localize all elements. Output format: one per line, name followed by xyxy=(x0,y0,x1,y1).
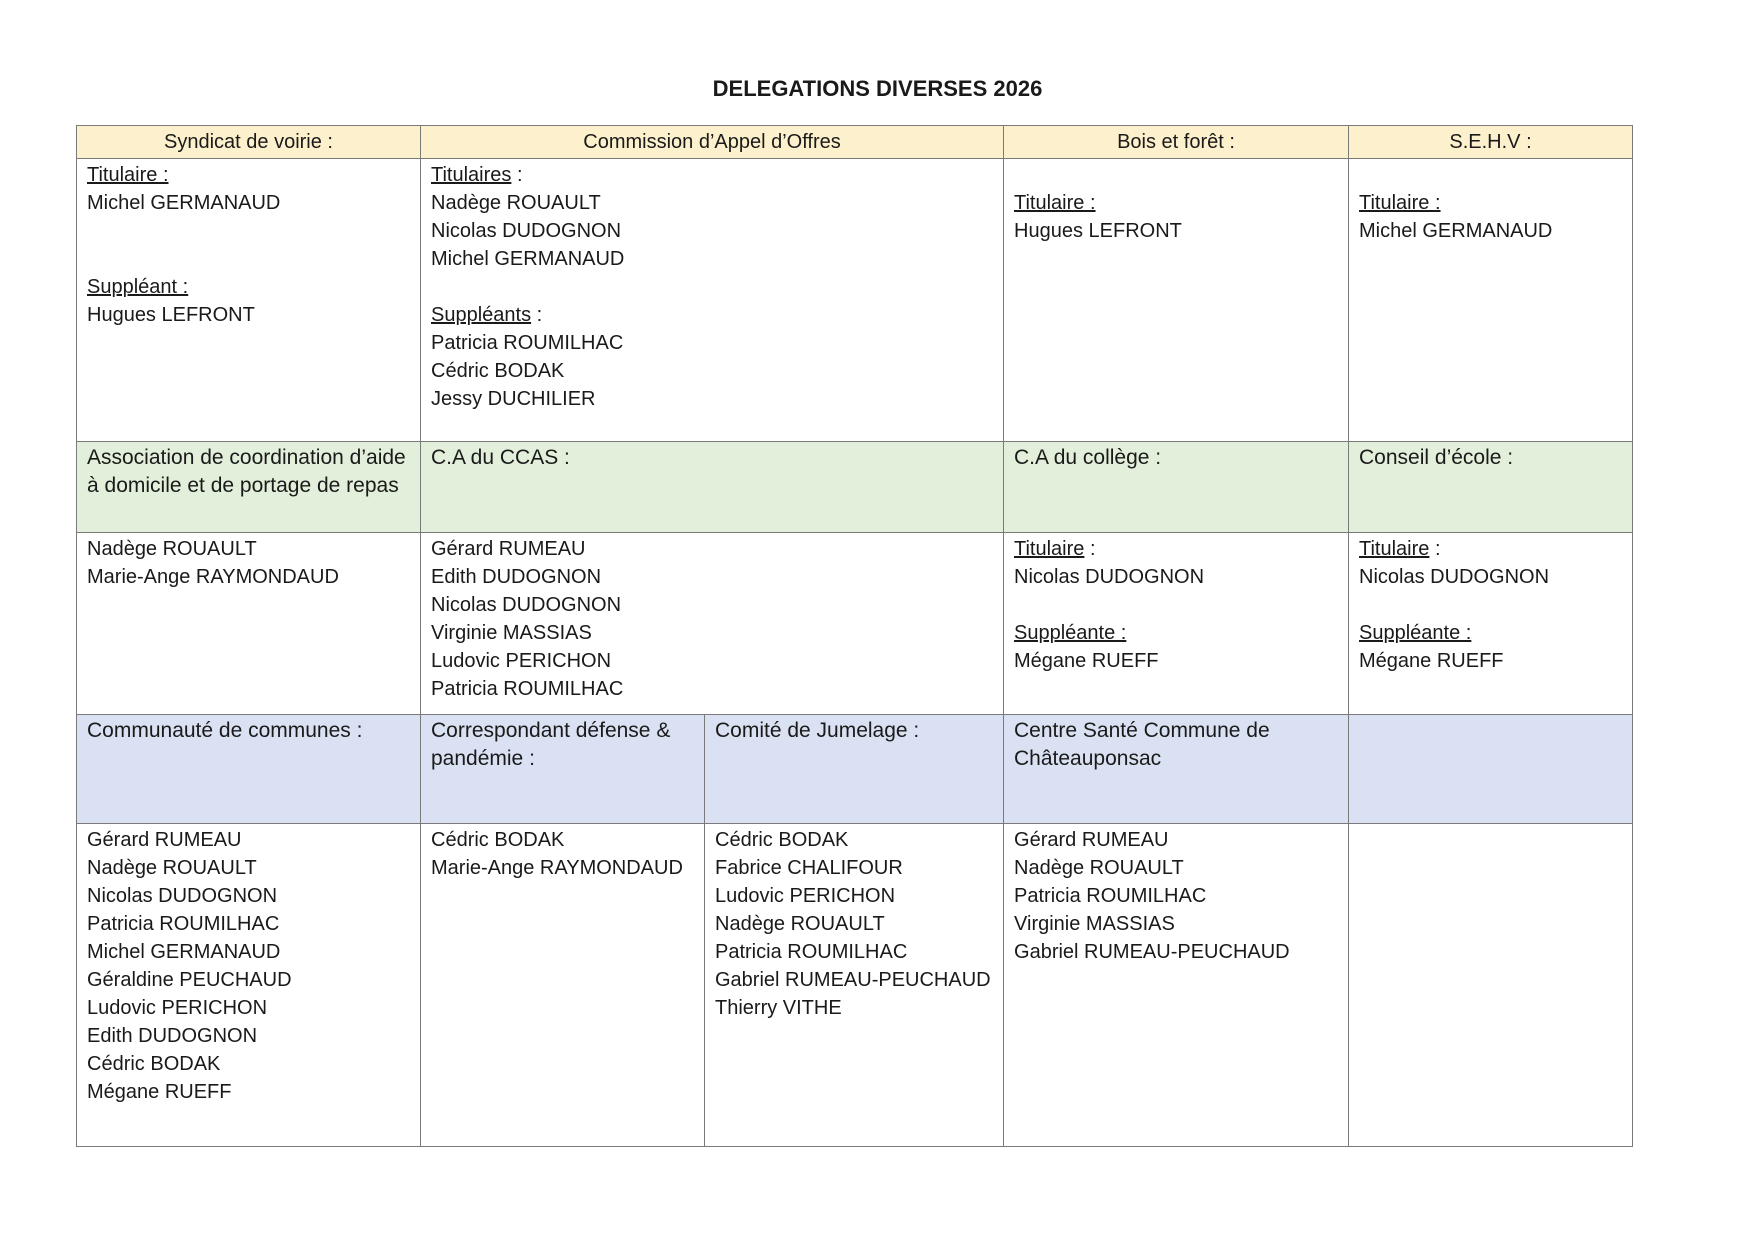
member-name: Patricia ROUMILHAC xyxy=(1014,885,1207,907)
label-colon: : xyxy=(511,164,523,186)
cell-ca-college xyxy=(1004,533,1349,715)
label-colon: : xyxy=(1429,538,1441,560)
member-name: Fabrice CHALIFOUR xyxy=(715,857,903,879)
header-correspondant-defense: Correspondant défense & pandémie : xyxy=(421,715,705,824)
suppleante-label: Suppléante : xyxy=(1014,622,1127,644)
member-name: Nadège ROUAULT xyxy=(87,857,257,879)
cell-centre-sante xyxy=(1004,824,1349,1147)
member-name: Nadège ROUAULT xyxy=(1014,857,1184,879)
header-ca-college: C.A du collège : xyxy=(1004,442,1349,533)
member-name: Ludovic PERICHON xyxy=(87,997,268,1019)
suppleant-label: Suppléant : xyxy=(87,276,189,298)
cell-communaute-communes xyxy=(77,824,421,1147)
member-name: Mégane RUEFF xyxy=(1014,650,1159,672)
cell-comite-jumelage xyxy=(705,824,1004,1147)
member-name: Marie-Ange RAYMONDAUD xyxy=(87,566,339,588)
cell-bois-foret xyxy=(1004,159,1349,442)
member-name: Nicolas DUDOGNON xyxy=(431,220,622,242)
page-title: DELEGATIONS DIVERSES 2026 xyxy=(712,76,1043,101)
titulaire-label: Titulaire : xyxy=(1359,192,1441,214)
member-name: Mégane RUEFF xyxy=(87,1081,232,1103)
member-name: Nadège ROUAULT xyxy=(87,538,257,560)
member-name: Géraldine PEUCHAUD xyxy=(87,969,292,991)
member-name: Michel GERMANAUD xyxy=(431,248,625,270)
cell-empty xyxy=(1349,824,1633,1147)
header-syndicat-voirie: Syndicat de voirie : xyxy=(77,126,421,159)
member-name: Michel GERMANAUD xyxy=(87,941,281,963)
member-name: Nicolas DUDOGNON xyxy=(1014,566,1205,588)
member-name: Ludovic PERICHON xyxy=(715,885,896,907)
header-centre-sante: Centre Santé Commune de Châteauponsac xyxy=(1004,715,1349,824)
member-name: Patricia ROUMILHAC xyxy=(431,332,624,354)
header-comite-jumelage: Comité de Jumelage : xyxy=(705,715,1004,824)
header-association-coordination: Association de coordination d’aide à domicile et de portage de repas xyxy=(77,442,421,533)
header-row-3 xyxy=(77,715,1633,824)
content-row-2 xyxy=(77,533,1633,715)
member-name: Jessy DUCHILIER xyxy=(431,388,596,410)
member-name: Hugues LEFRONT xyxy=(87,304,255,326)
member-name: Gérard RUMEAU xyxy=(431,538,586,560)
delegations-table xyxy=(76,125,1633,1147)
content-row-1 xyxy=(77,159,1633,442)
member-name: Virginie MASSIAS xyxy=(431,622,592,644)
label-colon: : xyxy=(531,304,543,326)
member-name: Cédric BODAK xyxy=(431,829,565,851)
member-name: Patricia ROUMILHAC xyxy=(715,941,908,963)
header-row-1 xyxy=(77,126,1633,159)
header-ca-ccas: C.A du CCAS : xyxy=(421,442,1004,533)
content-row-3 xyxy=(77,824,1633,1147)
member-name: Edith DUDOGNON xyxy=(431,566,602,588)
header-row-2 xyxy=(77,442,1633,533)
member-name: Michel GERMANAUD xyxy=(87,192,281,214)
member-name: Nicolas DUDOGNON xyxy=(431,594,622,616)
cell-syndicat-voirie xyxy=(77,159,421,442)
titulaire-label: Titulaire xyxy=(1359,538,1430,560)
member-name: Cédric BODAK xyxy=(431,360,565,382)
member-name: Virginie MASSIAS xyxy=(1014,913,1175,935)
member-name: Gabriel RUMEAU-PEUCHAUD xyxy=(715,969,991,991)
suppleante-label: Suppléante : xyxy=(1359,622,1472,644)
cell-sehv xyxy=(1349,159,1633,442)
header-commission-appel-offres: Commission d’Appel d’Offres xyxy=(421,126,1004,159)
member-name: Gabriel RUMEAU-PEUCHAUD xyxy=(1014,941,1290,963)
member-name: Edith DUDOGNON xyxy=(87,1025,258,1047)
header-bois-foret: Bois et forêt : xyxy=(1004,126,1349,159)
cell-association-coordination xyxy=(77,533,421,715)
member-name: Ludovic PERICHON xyxy=(431,650,612,672)
member-name: Patricia ROUMILHAC xyxy=(431,678,624,700)
titulaire-label: Titulaire : xyxy=(87,164,169,186)
member-name: Hugues LEFRONT xyxy=(1014,220,1182,242)
member-name: Cédric BODAK xyxy=(87,1053,221,1075)
member-name: Michel GERMANAUD xyxy=(1359,220,1553,242)
member-name: Nicolas DUDOGNON xyxy=(87,885,278,907)
cell-commission-appel-offres xyxy=(421,159,1004,442)
cell-correspondant-defense xyxy=(421,824,705,1147)
member-name: Marie-Ange RAYMONDAUD xyxy=(431,857,683,879)
member-name: Nicolas DUDOGNON xyxy=(1359,566,1550,588)
member-name: Nadège ROUAULT xyxy=(715,913,885,935)
member-name: Gérard RUMEAU xyxy=(1014,829,1169,851)
header-conseil-ecole: Conseil d’école : xyxy=(1349,442,1633,533)
header-empty xyxy=(1349,715,1633,824)
cell-ca-ccas xyxy=(421,533,1004,715)
header-communaute-communes: Communauté de communes : xyxy=(77,715,421,824)
member-name: Cédric BODAK xyxy=(715,829,849,851)
titulaire-label: Titulaire : xyxy=(1014,192,1096,214)
member-name: Thierry VITHE xyxy=(715,997,842,1019)
label-colon: : xyxy=(1084,538,1096,560)
titulaire-label: Titulaire xyxy=(1014,538,1085,560)
member-name: Patricia ROUMILHAC xyxy=(87,913,280,935)
member-name: Mégane RUEFF xyxy=(1359,650,1504,672)
member-name: Nadège ROUAULT xyxy=(431,192,601,214)
header-sehv: S.E.H.V : xyxy=(1349,126,1633,159)
cell-conseil-ecole xyxy=(1349,533,1633,715)
titulaires-label: Titulaires xyxy=(431,164,512,186)
member-name: Gérard RUMEAU xyxy=(87,829,242,851)
suppleants-label: Suppléants xyxy=(431,304,532,326)
